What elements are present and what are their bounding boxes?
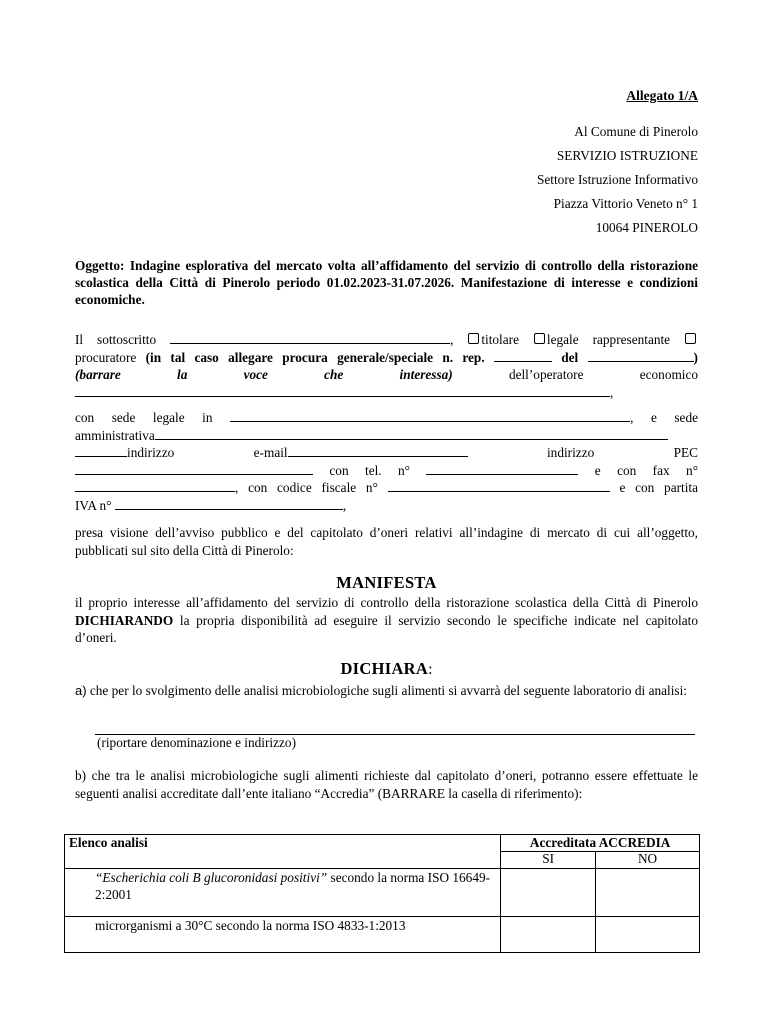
analysis-list-header: Elenco analisi — [65, 835, 501, 869]
si-checkbox-cell[interactable] — [501, 917, 596, 953]
form-line-2: procuratore (in tal caso allegare procura generale/speciale n. rep. del ) — [75, 349, 698, 365]
form-line-7: indirizzo e-mail indirizzo PEC — [75, 444, 698, 462]
address-line: SERVIZIO ISTRUZIONE — [556, 148, 698, 163]
laboratory-note: (riportare denominazione e indirizzo) — [97, 735, 296, 750]
form-line-9: , con codice fiscale n° e con partita — [75, 479, 698, 497]
analysis-name: “Escherichia coli B glucoronidasi positivi” secondo la norma ISO 16649-2:2001 — [65, 869, 501, 917]
form-line-4: , — [75, 384, 698, 402]
titolare-checkbox[interactable] — [468, 333, 479, 344]
address-field[interactable] — [75, 445, 127, 457]
address-line: 10064 PINEROLO — [595, 220, 698, 235]
date-field[interactable] — [588, 350, 694, 362]
name-field[interactable] — [170, 332, 450, 344]
manifesta-paragraph: il proprio interesse all’affidamento del servizio di controllo della ristorazione scolastica della Città di Pinerolo DICHIARANDO la propria disponibilità ad eseguire il servizio secondo le specifiche indicate nel capitolato d’oneri. — [75, 595, 698, 645]
address-line: Piazza Vittorio Veneto n° 1 — [553, 196, 698, 211]
legal-seat-field[interactable] — [230, 410, 630, 422]
procuratore-checkbox[interactable] — [685, 333, 696, 344]
operator-name-field[interactable] — [75, 385, 610, 397]
table-row — [65, 869, 700, 917]
no-header: NO — [596, 852, 700, 869]
dichiara-heading: DICHIARA: — [340, 659, 433, 678]
si-checkbox-cell[interactable] — [501, 869, 596, 917]
address-line: Settore Istruzione Informativo — [537, 172, 698, 187]
admin-seat-field[interactable] — [155, 428, 668, 440]
form-line-6: amministrativa — [75, 427, 698, 445]
phone-field[interactable] — [426, 463, 578, 475]
analysis-table — [64, 834, 700, 953]
dichiara-a-paragraph: a) che per lo svolgimento delle analisi microbiologiche sugli alimenti si avvarrà del seguente laboratorio di analisi: — [75, 683, 687, 698]
accredia-header: Accreditata ACCREDIA — [501, 835, 700, 852]
pec-field[interactable] — [75, 463, 313, 475]
vat-field[interactable] — [115, 498, 343, 510]
rep-field[interactable] — [494, 350, 552, 362]
no-checkbox-cell[interactable] — [596, 869, 700, 917]
address-line: Al Comune di Pinerolo — [574, 124, 698, 139]
tax-code-field[interactable] — [388, 480, 610, 492]
manifesta-heading: MANIFESTA — [336, 573, 437, 592]
recipient-address — [537, 120, 698, 240]
form-line-3: (barrare la voce che interessa) dell’operatore economico — [75, 367, 699, 382]
form-line-1: Il sottoscritto , titolare legale rappresentante — [75, 331, 698, 349]
si-header: SI — [501, 852, 596, 869]
fax-field[interactable] — [75, 480, 235, 492]
table-row — [65, 917, 700, 953]
email-field[interactable] — [288, 445, 468, 457]
form-line-5: con sede legale in , e sede — [75, 410, 699, 425]
subject-paragraph: Oggetto: Indagine esplorativa del mercato volta all’affidamento del servizio di controllo della ristorazione scolastica della Città di Pinerolo periodo 01.02.2023-31.07.2026. Manifestazione di interesse e condizioni economiche. — [75, 258, 698, 307]
declarant-form — [75, 331, 698, 514]
legale-checkbox[interactable] — [534, 333, 545, 344]
no-checkbox-cell[interactable] — [596, 917, 700, 953]
presa-visione-paragraph: presa visione dell’avviso pubblico e del capitolato d’oneri relativi all’indagine di mercato di cui all’oggetto, pubblicati sul sito della Città di Pinerolo: — [75, 525, 698, 558]
analysis-name: microrganismi a 30°C secondo la norma ISO 4833-1:2013 — [65, 917, 501, 953]
dichiara-b-paragraph: b) che tra le analisi microbiologiche sugli alimenti richieste dal capitolato d’oneri, potranno essere effettuate le seguenti analisi accreditate dall’ente italiano “Accredia” (BARRARE la casella di riferimento): — [75, 768, 698, 801]
form-line-8: con tel. n° e con fax n° — [75, 462, 698, 480]
form-line-10: IVA n° , — [75, 497, 347, 513]
attachment-label: Allegato 1/A — [626, 88, 698, 103]
